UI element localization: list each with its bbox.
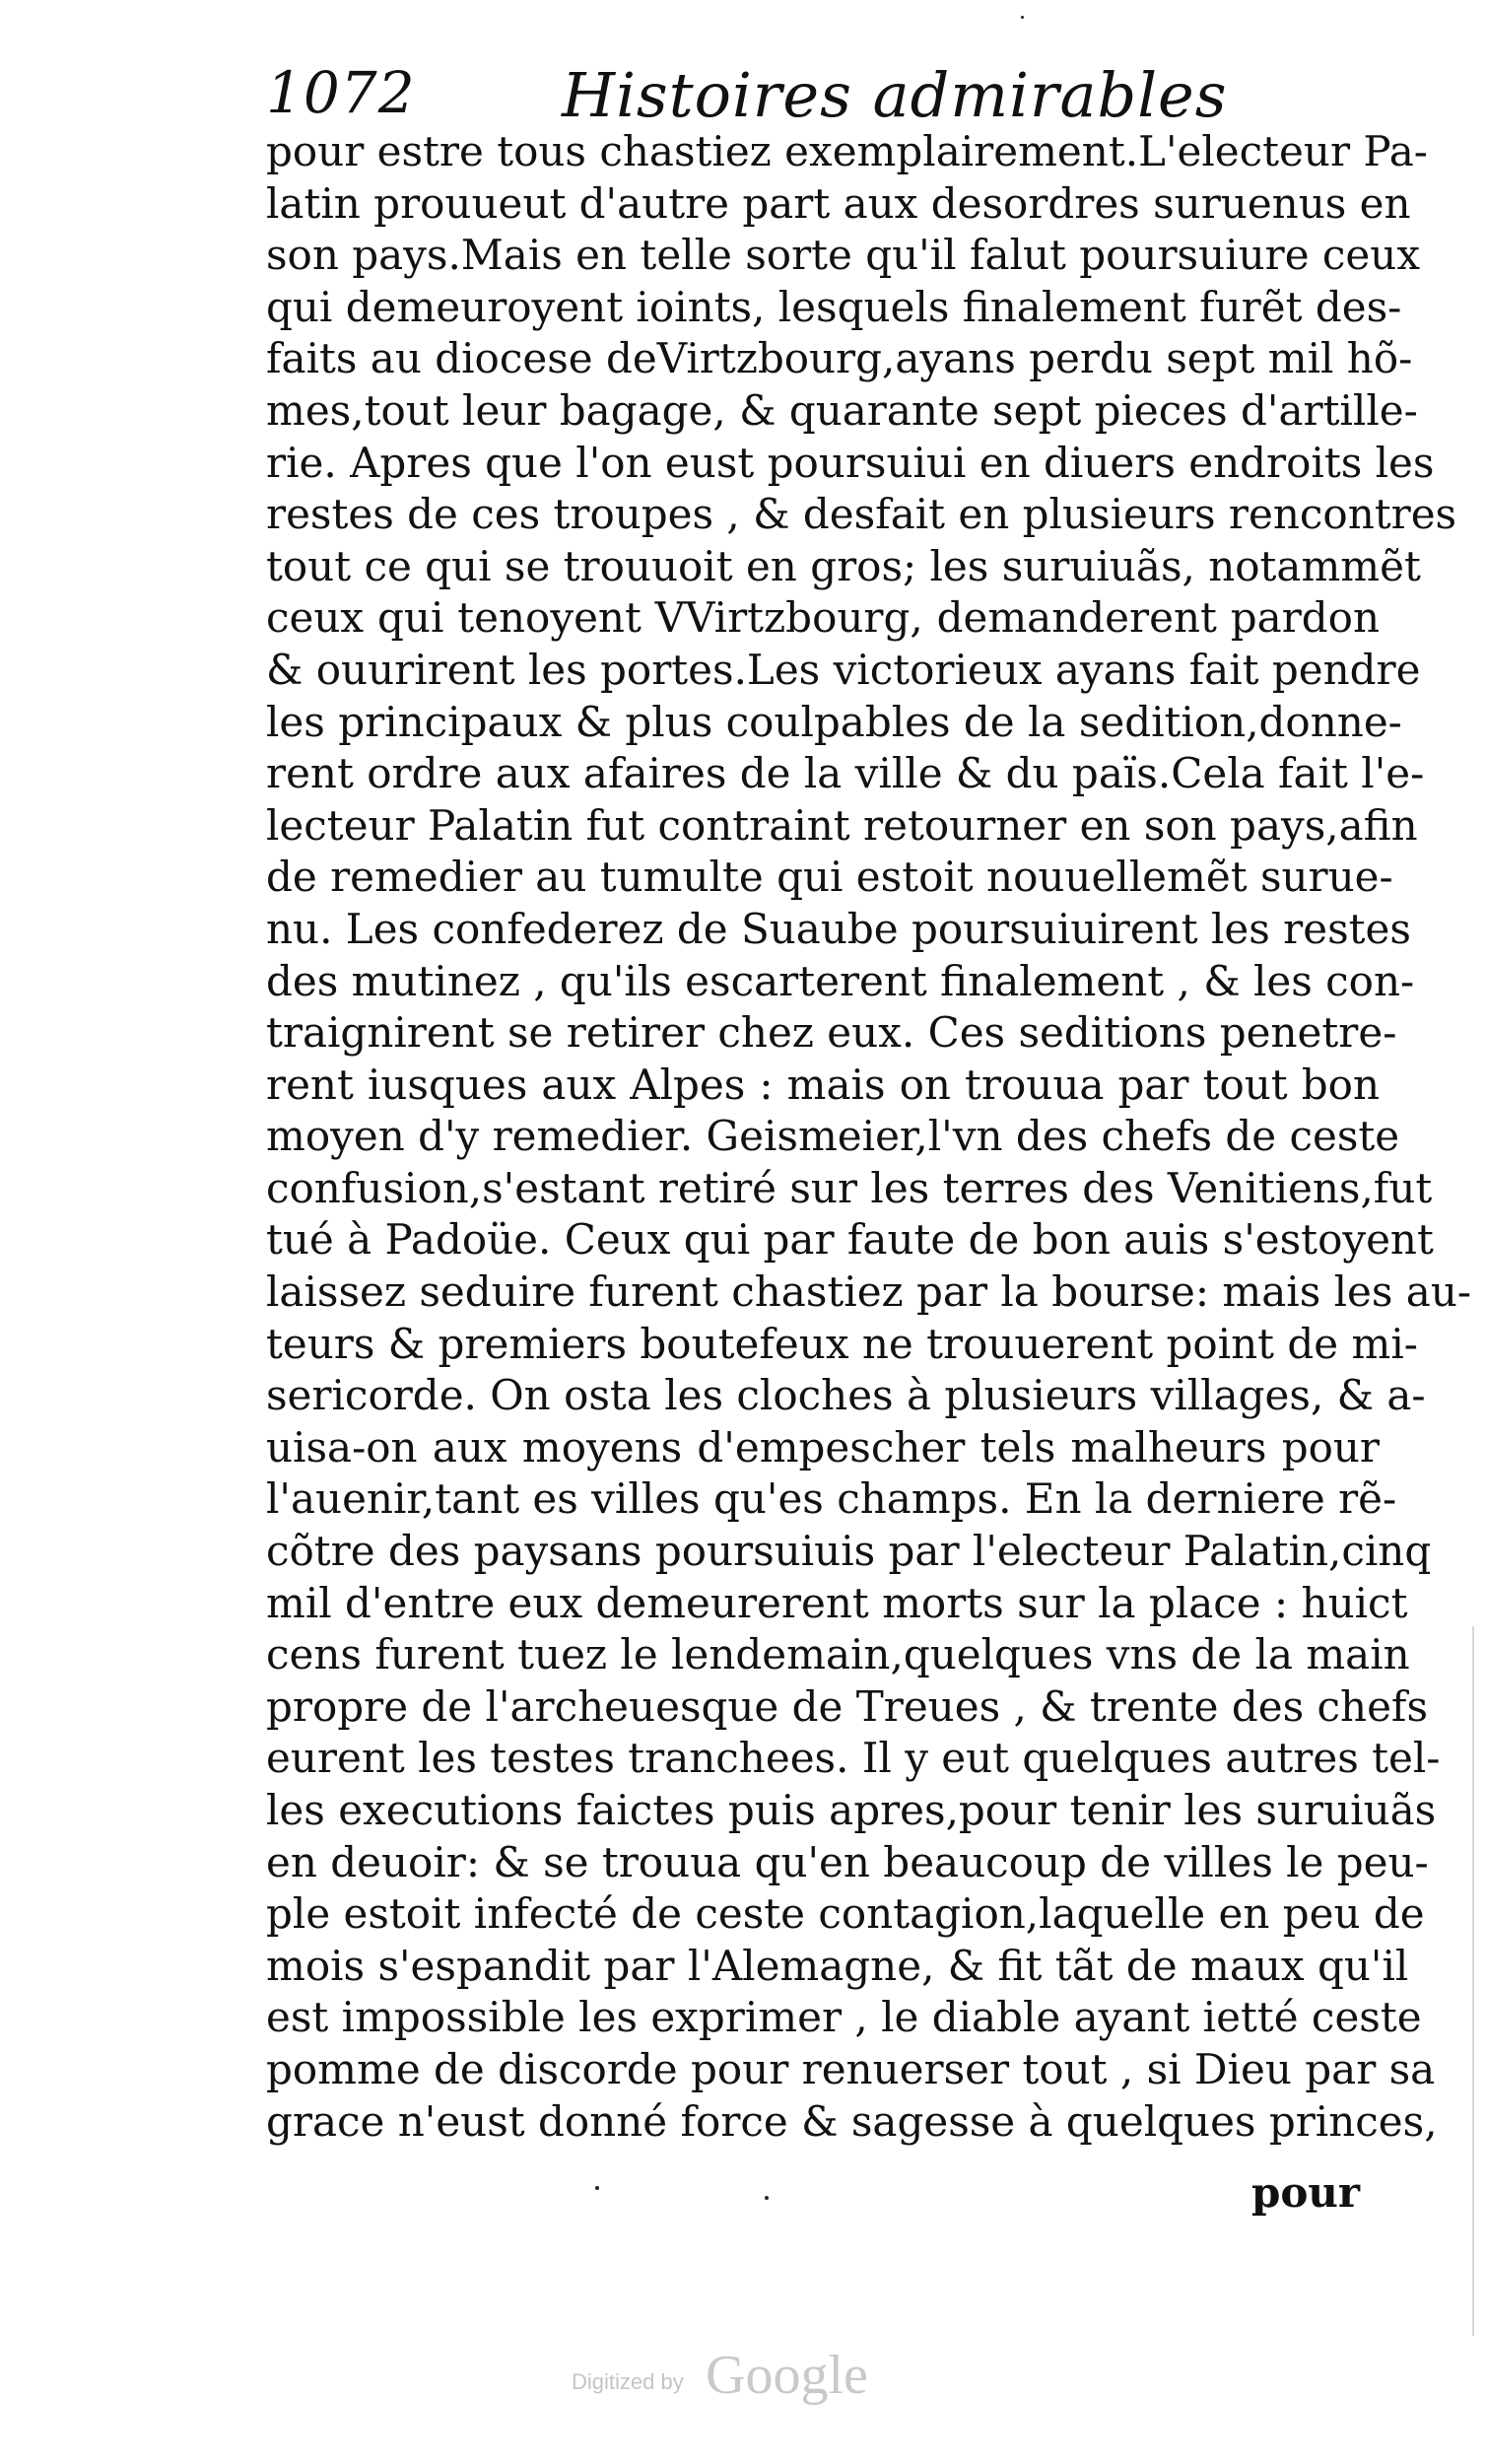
text-line: uisa-on aux moyens d'empescher tels malheurs pour (266, 1422, 1380, 1472)
text-line: & ouurirent les portes.Les victorieux ayans fait pendre (266, 645, 1421, 694)
text-line: tué à Padoüe. Ceux qui par faute de bon auis s'estoyent (266, 1215, 1434, 1265)
text-line: qui demeuroyent ioints, lesquels finalement furẽt des- (266, 282, 1402, 331)
text-line: de remedier au tumulte qui estoit nouuellemẽt surue- (266, 853, 1393, 902)
text-line: faits au diocese deVirtzbourg,ayans perdu sept mil hõ- (266, 334, 1413, 383)
text-line: les principaux & plus coulpables de la sedition,donne- (266, 697, 1402, 746)
text-line: tout ce qui se trouuoit en gros; les suruiuãs, notammẽt (266, 541, 1421, 590)
text-line: des mutinez , qu'ils escarterent finalement , & les con- (266, 956, 1415, 1005)
ink-speck (765, 2196, 769, 2200)
text-line: ceux qui tenoyent VVirtzbourg, demanderent pardon (266, 593, 1380, 643)
digitized-watermark (572, 2344, 926, 2413)
running-title: Histoires admirables (562, 59, 1228, 131)
text-line: mes,tout leur bagage, & quarante sept pieces d'artille- (266, 385, 1418, 435)
text-line: pomme de discorde pour renuerser tout , si Dieu par sa (266, 2044, 1436, 2093)
page-edge-shadow (1472, 1626, 1474, 2336)
text-line: est impossible les exprimer , le diable ayant ietté ceste (266, 1993, 1422, 2042)
text-line: cõtre des paysans poursuiuis par l'electeur Palatin,cinq (266, 1527, 1432, 1576)
text-line: moyen d'y remedier. Geismeier,l'vn des chefs de ceste (266, 1112, 1400, 1161)
body-text (266, 126, 1472, 2148)
text-line: propre de l'archeuesque de Treues , & trente des chefs (266, 1681, 1429, 1731)
text-line: rent ordre aux afaires de la ville & du païs.Cela fait l'e- (266, 749, 1425, 798)
text-line: les executions faictes puis apres,pour tenir les suruiuãs (266, 1786, 1437, 1834)
text-line: mil d'entre eux demeurerent morts sur la place : huict (266, 1578, 1408, 1627)
text-line: son pays.Mais en telle sorte qu'il falut poursuiure ceux (266, 231, 1421, 280)
text-line: grace n'eust donné force & sagesse à quelques princes, (266, 2096, 1438, 2146)
text-line: l'auenir,tant es villes qu'es champs. En la derniere rẽ- (266, 1474, 1397, 1524)
text-line: pour estre tous chastiez exemplairement.L'electeur Pa- (266, 127, 1428, 175)
text-line: eurent les testes tranchees. Il y eut quelques autres tel- (266, 1734, 1441, 1783)
text-line: latin prouueut d'autre part aux desordres suruenus en (266, 178, 1411, 228)
google-logo: Google (706, 2345, 868, 2406)
text-line: en deuoir: & se trouua qu'en beaucoup de villes le peu- (266, 1837, 1429, 1886)
text-line: ple estoit infecté de ceste contagion,laquelle en peu de (266, 1889, 1425, 1939)
page-number: 1072 (266, 59, 416, 126)
text-line: rent iusques aux Alpes : mais on trouua par tout bon (266, 1060, 1380, 1109)
catchword: pour (1251, 2168, 1361, 2217)
text-line: rie. Apres que l'on eust poursuiui en diuers endroits les (266, 438, 1435, 487)
text-line: sericorde. On osta les cloches à plusieurs villages, & a- (266, 1371, 1426, 1420)
text-line: traignirent se retirer chez eux. Ces seditions penetre- (266, 1008, 1397, 1058)
text-line: lecteur Palatin fut contraint retourner en son pays,afin (266, 800, 1418, 850)
text-line: restes de ces troupes , & desfait en plusieurs rencontres (266, 490, 1457, 539)
text-line: confusion,s'estant retiré sur les terres des Venitiens,fut (266, 1163, 1433, 1212)
text-line: mois s'espandit par l'Alemagne, & fit tãt de maux qu'il (266, 1941, 1409, 1990)
text-line: nu. Les confederez de Suaube poursuiuirent les restes (266, 904, 1411, 953)
text-line: laissez seduire furent chastiez par la bourse: mais les au- (266, 1267, 1472, 1317)
ink-speck (595, 2186, 599, 2190)
ink-speck (1021, 16, 1024, 19)
text-line: cens furent tuez le lendemain,quelques vns de la main (266, 1630, 1410, 1679)
text-line: teurs & premiers boutefeux ne trouuerent point de mi- (266, 1319, 1418, 1368)
digitized-by-label: Digitized by (572, 2369, 684, 2394)
